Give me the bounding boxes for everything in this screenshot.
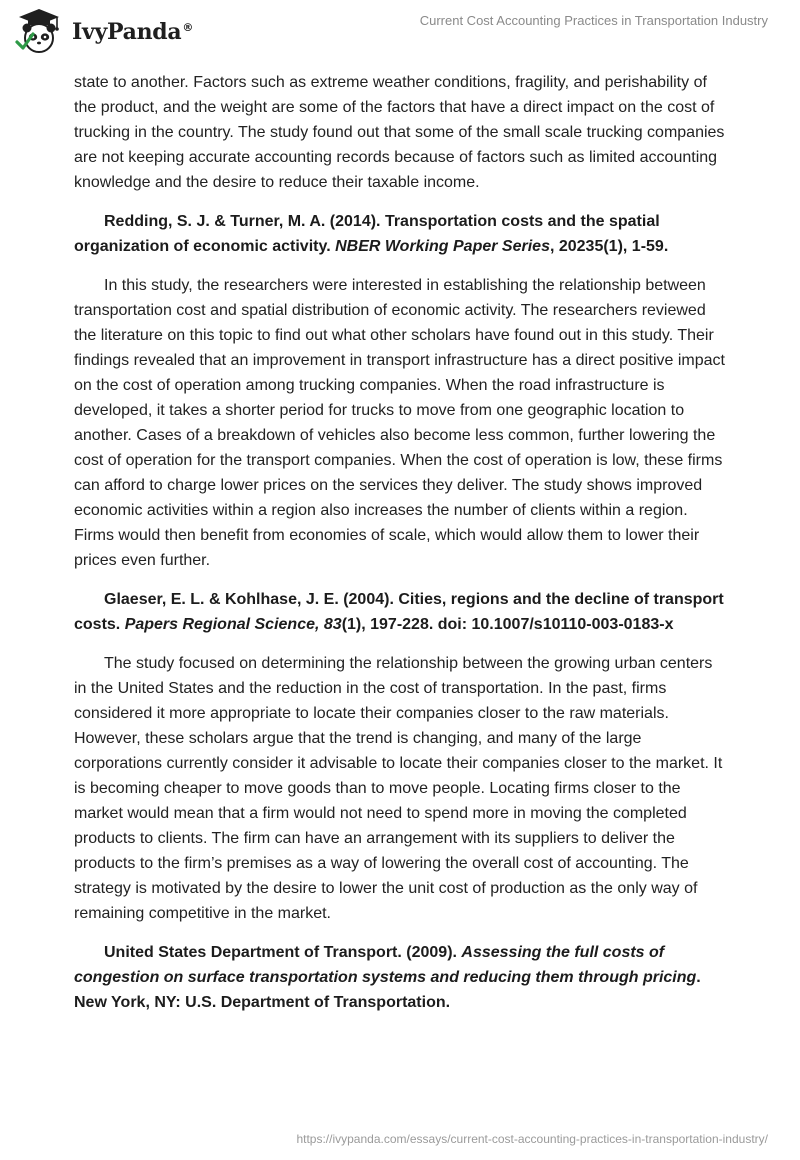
paragraph-redding-summary: In this study, the researchers were interested in establishing the relationship between transportation cost and spatial distribution of economic activity. The researchers reviewed the literature on this topic to find out what other scholars have found out in this study. Their findings revealed that an improvement in transport infrastructure has a direct positive impact on the cost of operation among trucking companies. When the road infrastructure is developed, it takes a shorter period for trucks to move from one geographic location to another. Cases of a breakdown of vehicles also become less common, further lowering the cost of operation for the transport companies. When the cost of operation is low, these firms can afford to charge lower prices on the services they deliver. The study shows improved economic activities within a region also increases the number of clients within a region. Firms would then benefit from economies of scale, which would allow them to lower their prices even further. [74,277,725,569]
reference-usdot-title: Assessing the full costs of congestion on surface transportation systems and reducing them through pricing [74,944,697,986]
page-header [0,0,800,60]
reference-redding-journal: NBER Working Paper Series [335,238,550,255]
paragraph-glaeser-summary: The study focused on determining the relationship between the growing urban centers in the United States and the reduction in the cost of transportation. In the past, firms considered it more appropriate to locate their companies closer to the raw materials. However, these scholars argue that the trend is changing, and many of the large corporations currently consider it advisable to locate their companies closer to the market. It is becoming cheaper to move goods than to move people. Locating firms closer to the market would mean that a firm would not need to spend more in moving the completed products to clients. The firm can have an arrangement with its suppliers to deliver the products to the firm’s premises as a way of lowering the overall cost of accounting. The strategy is motivated by the desire to lower the unit cost of production as the only way of remaining competitive in the market. [74,655,723,922]
ivypanda-logo[interactable] [14,6,193,56]
source-url[interactable]: https://ivypanda.com/essays/current-cost-accounting-practices-in-transportation-industry/ [296,1132,768,1146]
reference-glaeser: Glaeser, E. L. & Kohlhase, J. E. (2004). Cities, regions and the decline of transport costs. Papers Regional Science, 83(1), 197-228. doi: 10.1007/s10110-003-0183-x [74,591,724,633]
essay-body [74,70,726,1015]
registered-mark: ® [182,20,194,34]
document-title: Current Cost Accounting Practices in Transportation Industry [419,13,768,28]
reference-redding: Redding, S. J. & Turner, M. A. (2014). Transportation costs and the spatial organization of economic activity. NBER Working Paper Series, 20235(1), 1-59. [74,213,669,255]
paragraph-intro: state to another. Factors such as extreme weather conditions, fragility, and perishability of the product, and the weight are some of the factors that have a direct impact on the cost of trucking in the country. The study found out that some of the small scale trucking companies are not keeping accurate accounting records because of factors such as limited accounting knowledge and the desire to reduce their taxable income. [74,74,725,191]
brand-name: IvyPanda® [72,19,194,45]
reference-glaeser-journal: Papers Regional Science, 83 [124,616,342,633]
reference-usdot: United States Department of Transport. (2009). Assessing the full costs of congestion on surface transportation systems and reducing them through pricing. New York, NY: U.S. Department of Transportation. [74,944,701,1011]
panda-graduate-logo-icon [14,6,64,56]
